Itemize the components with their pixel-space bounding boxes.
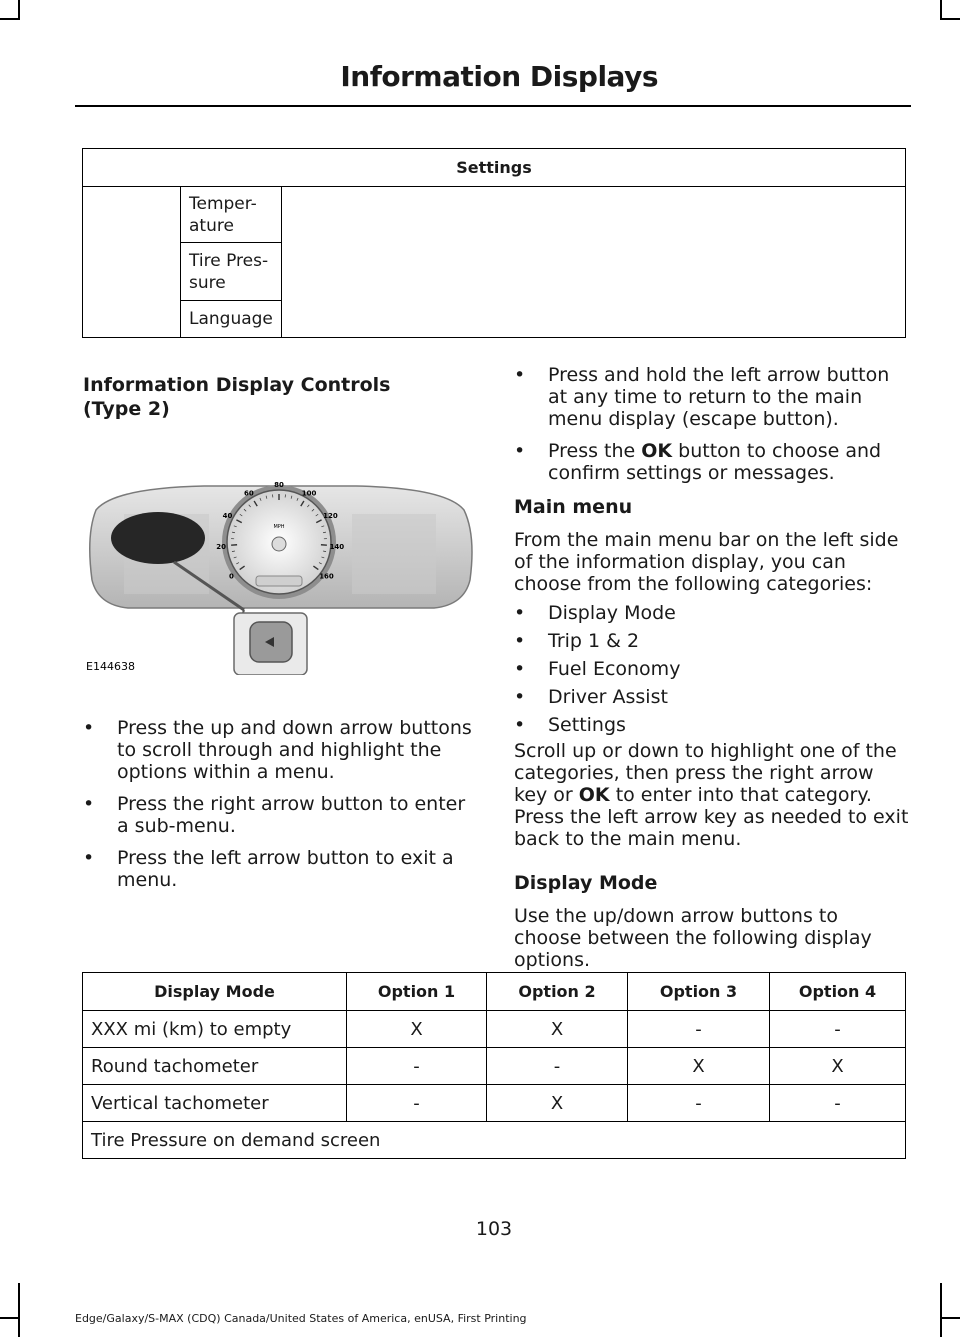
list-item: • Press the right arrow button to enter a sub-menu. (83, 793, 466, 837)
table-row: Vertical tachometer - X - - (83, 1085, 906, 1122)
speedometer-label: 40 (222, 512, 233, 521)
crop-mark (940, 0, 942, 20)
settings-table-cell (281, 187, 905, 338)
list-item: • Press the up and down arrow buttons to scroll through and highlight the options within a menu. (83, 717, 472, 783)
page-title: Information Displays (340, 60, 658, 93)
display-mode-intro: Use the up/down arrow buttons to choose between the following display options. (514, 905, 872, 971)
table-header: Option 2 (487, 973, 628, 1011)
crop-mark (18, 0, 20, 20)
settings-row-tire-pressure: Tire Pres- sure (181, 243, 282, 301)
speedometer-label: 20 (216, 542, 226, 551)
settings-table-header: Settings (83, 149, 906, 187)
speedometer-label: 80 (274, 481, 284, 489)
list-item: • Press and hold the left arrow button at any time to return to the main menu display (escape button). (514, 364, 890, 430)
table-header: Display Mode (83, 973, 347, 1011)
section-heading: Information Display Controls (Type 2) (83, 374, 391, 420)
crop-mark (940, 1317, 960, 1319)
list-item: • Trip 1 & 2 (514, 630, 640, 652)
display-mode-heading: Display Mode (514, 872, 658, 894)
speedometer-label: 100 (301, 489, 317, 498)
table-row: Round tachometer - - X X (83, 1048, 906, 1085)
header-divider (75, 105, 911, 107)
list-item: • Display Mode (514, 602, 676, 624)
crop-mark (940, 18, 960, 20)
settings-row-temperature: Temper- ature (181, 187, 282, 243)
table-header: Option 1 (347, 973, 487, 1011)
display-highlight (111, 512, 205, 564)
speedometer-label: 160 (319, 572, 334, 581)
speedometer-label: 0 (229, 572, 234, 581)
main-menu-list (514, 602, 908, 742)
list-item: • Press the OK button to choose and confirm settings or messages. (514, 440, 882, 484)
main-menu-intro: From the main menu bar on the left side of the information display, you can choose from the following categories: (514, 529, 899, 595)
list-item: • Driver Assist (514, 686, 668, 708)
table-header: Option 4 (770, 973, 906, 1011)
speedometer-label: 120 (323, 512, 338, 521)
footer-text: Edge/Galaxy/S-MAX (CDQ) Canada/United States of America, enUSA, First Printing (75, 1312, 527, 1325)
main-menu-heading: Main menu (514, 496, 633, 518)
settings-table (82, 148, 906, 338)
settings-table-cell (83, 187, 181, 338)
right-bullet-list (514, 364, 908, 494)
list-item: • Press the left arrow button to exit a menu. (83, 847, 454, 891)
table-header: Option 3 (628, 973, 770, 1011)
page-number: 103 (475, 1218, 513, 1240)
crop-mark (0, 1317, 20, 1319)
figure-code: E144638 (86, 660, 135, 673)
display-mode-table (82, 972, 906, 1159)
speedometer-label: 140 (329, 542, 345, 551)
list-item: • Fuel Economy (514, 658, 681, 680)
instrument-cluster-illustration (84, 480, 477, 675)
speedometer-label: 60 (244, 489, 254, 498)
main-menu-instructions: Scroll up or down to highlight one of the categories, then press the right arrow key or OK to enter into that category. Press the left arrow key as needed to exit back to the main menu. (514, 740, 909, 850)
crop-mark (940, 1283, 942, 1337)
speedometer-unit: MPH (273, 524, 285, 530)
table-row: Tire Pressure on demand screen (83, 1122, 906, 1159)
table-row: XXX mi (km) to empty X X - - (83, 1011, 906, 1048)
list-item: • Settings (514, 714, 626, 736)
settings-row-language: Language (181, 301, 282, 338)
crop-mark (0, 18, 20, 20)
left-bullet-list (83, 717, 475, 901)
crop-mark (18, 1283, 20, 1337)
